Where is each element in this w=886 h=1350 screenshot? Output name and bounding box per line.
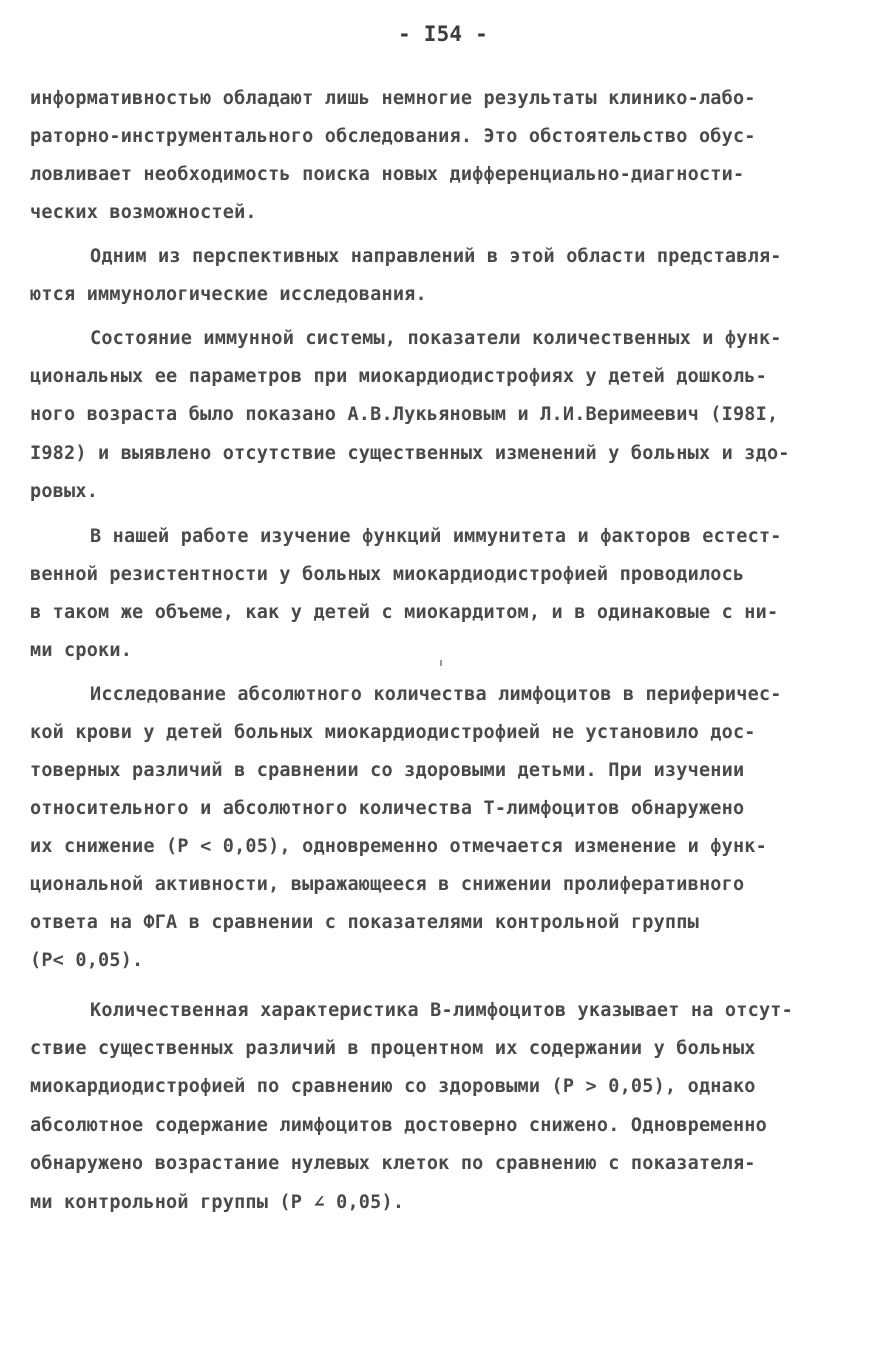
- text-line: венной резистентности у больных миокардиодистрофией проводилось: [30, 564, 745, 585]
- text-line: кой крови у детей больных миокардиодистрофией не установило дос-: [30, 722, 756, 743]
- text-line: ного возраста было показано А.В.Лукьяновым и Л.И.Веримеевич (I98I,: [30, 404, 779, 425]
- text-line: раторно-инструментального обследования. Это обстоятельство обус-: [30, 126, 756, 147]
- text-line: (P< 0,05).: [30, 950, 144, 971]
- text-line: ровых.: [30, 481, 99, 502]
- text-line: В нашей работе изучение функций иммунитета и факторов естест-: [90, 526, 782, 547]
- text-line: Количественная характеристика В-лимфоцитов указывает на отсут-: [90, 1000, 793, 1021]
- text-line: относительного и абсолютного количества Т-лимфоцитов обнаружено: [30, 798, 745, 819]
- text-line: ми контрольной группы (P ∠ 0,05).: [30, 1192, 405, 1213]
- page-number: - I54 -: [398, 22, 488, 46]
- text-line: обнаружено возрастание нулевых клеток по сравнению с показателя-: [30, 1153, 756, 1174]
- text-line: циональных ее параметров при миокардиодистрофиях у детей дошколь-: [30, 366, 767, 387]
- text-line: абсолютное содержание лимфоцитов достоверно снижено. Одновременно: [30, 1115, 767, 1136]
- text-line: Одним из перспективных направлений в этой области представля-: [90, 246, 782, 267]
- text-line: ловливает необходимость поиска новых дифференциально-диагности-: [30, 164, 745, 185]
- text-line: ми сроки.: [30, 640, 133, 661]
- text-line: ческих возможностей.: [30, 202, 257, 223]
- text-line: ствие существенных различий в процентном их содержании у больных: [30, 1038, 756, 1059]
- text-line: Состояние иммунной системы, показатели количественных и функ-: [90, 328, 782, 349]
- text-line: миокардиодистрофией по сравнению со здоровыми (P > 0,05), однако: [30, 1076, 756, 1097]
- text-line: ответа на ФГА в сравнении с показателями контрольной группы: [30, 912, 699, 933]
- scan-speck: [440, 660, 442, 666]
- text-line: их снижение (P < 0,05), одновременно отмечается изменение и функ-: [30, 836, 767, 857]
- text-line: I982) и выявлено отсутствие существенных изменений у больных и здо-: [30, 443, 790, 464]
- text-line: циональной активности, выражающееся в снижении пролиферативного: [30, 874, 745, 895]
- text-line: ются иммунологические исследования.: [30, 284, 427, 305]
- text-line: Исследование абсолютного количества лимфоцитов в периферичес-: [90, 684, 782, 705]
- text-line: товерных различий в сравнении со здоровыми детьми. При изучении: [30, 760, 745, 781]
- text-line: информативностью обладают лишь немногие результаты клинико-лабо-: [30, 88, 756, 109]
- text-line: в таком же объеме, как у детей с миокардитом, и в одинаковые с ни-: [30, 602, 779, 623]
